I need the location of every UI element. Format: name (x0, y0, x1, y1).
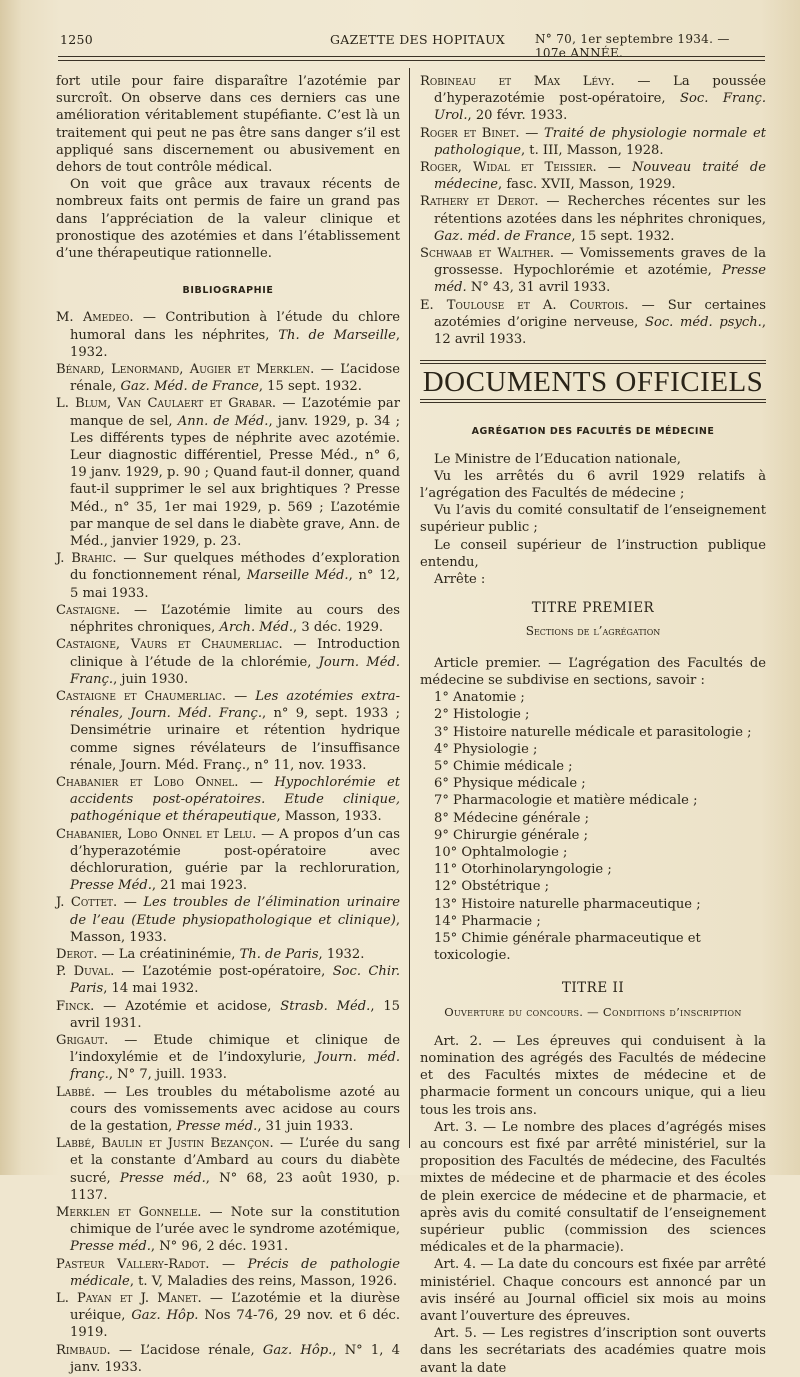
reference-source: Gaz. Hôp. (262, 1342, 333, 1358)
bibliography-entry (56, 361, 400, 395)
reference-authors: Castaigne. (56, 602, 121, 618)
bibliography-entry (56, 1135, 400, 1204)
section-item: 8° Médecine générale ; (434, 810, 590, 826)
reference-source: Gaz. méd. de France (434, 228, 572, 244)
section-heading: AGRÉGATION DES FACULTÉS DE MÉDECINE (471, 426, 715, 438)
bibliography-entry (56, 963, 400, 997)
reference-details: , 20 févr. 1933. (467, 108, 568, 124)
reference-source: Marseille Méd. (246, 568, 349, 584)
reference-authors: P. Duval. (56, 964, 115, 980)
bibliography-entry (56, 395, 400, 550)
reference-source: Presse méd. (119, 1170, 206, 1186)
reference-text: — L’acidose rénale, (110, 1342, 263, 1358)
reference-authors: J. Cottet. (56, 895, 118, 911)
titre-ii-heading: TITRE II (561, 980, 625, 997)
reference-source: Th. de Marseille (278, 327, 396, 343)
bibliography-entry (420, 73, 766, 125)
article-premier: Article premier. — L’agrégation des Facultés de médecine se subdivise en sections, savoir : (420, 655, 766, 688)
reference-authors: Rathery et Derot. (420, 194, 539, 210)
reference-text: — Introduction clinique à l’étude de la chlorémie, (70, 637, 401, 670)
article-paragraph: Art. 4. — La date du concours est fixée par arrêté ministériel. Chaque concours est annoncé par un avis inséré au Journal officiel six mois au moins avant l’ouverture des épreuves. (420, 1257, 766, 1324)
bibliography-heading: BIBLIOGRAPHIE (182, 285, 274, 297)
reference-text: — Azotémie et acidose, (94, 998, 281, 1014)
section-item: 2° Histologie ; (434, 707, 530, 723)
reference-source: Soc. Franç. Urol. (434, 91, 767, 124)
reference-details: , janv. 1929, p. 34 ; Les différents types de néphrite avec azotémie. Leur diagnostic différentiel, Presse Méd., n° 6, 19 janv. 1929, p. 90 ; Quand faut-il donner, quand faut-il supprimer le sel aux brightiques ? Presse Méd., n° 35, 1er mai 1929, p. 569 ; L’azotémie par manque de sel dans le diabète grave, Ann. de Méd., janvier 1929, p. 23. (70, 413, 400, 550)
bibliography-entry (56, 1204, 400, 1256)
reference-authors: Castaigne, Vaurs et Chaumerliac. (56, 637, 283, 653)
column-divider (409, 68, 410, 1148)
reference-source: Gaz. Méd. de France (120, 379, 259, 395)
bibliography-entry (56, 1256, 400, 1290)
reference-authors: M. Amedeo. (56, 310, 134, 326)
reference-text: — L’acidose rénale, (70, 362, 400, 395)
reference-authors: Chabanier et Lobo Onnel. (56, 774, 239, 790)
bibliography-entry (56, 774, 400, 826)
reference-text: — (209, 1256, 248, 1272)
section-item: 12° Obstétrique ; (434, 879, 550, 895)
reference-details: , 15 avril 1931. (70, 998, 400, 1031)
bibliography-entry (420, 297, 766, 349)
intro-paragraph-1: fort utile pour faire disparaître l’azotémie par surcroît. On observe dans ces derniers cas une amélioration véritablement stupéfiante. C’est là un traitement qui peut ne pas être sans danger s’il est appliqué sans discernement ou abusivement en dehors de tout contrôle médical. (56, 74, 400, 176)
decree-preamble (420, 451, 766, 589)
bibliography-entry (56, 688, 400, 774)
bibliography-entry (420, 125, 766, 159)
reference-authors: Grigaut. (56, 1032, 109, 1048)
reference-source: Th. de Paris (239, 946, 319, 962)
titre-ii-subheading: Ouverture du concours. — Conditions d’inscription (444, 1004, 742, 1019)
bibliography-entry (56, 550, 400, 602)
bibliography-entry (56, 894, 400, 946)
header-rule-thin (58, 60, 765, 61)
reference-source: Presse Méd. (70, 878, 152, 894)
reference-text: — Recherches récentes sur les rétentions azotées dans les néphrites chroniques, (434, 194, 766, 227)
bibliography-entry (420, 245, 766, 297)
reference-details: Nos 74-76, 29 nov. et 6 déc. 1919. (70, 1308, 400, 1341)
reference-authors: E. Toulouse et A. Courtois. (420, 297, 629, 313)
reference-details: , N° 96, 2 déc. 1931. (150, 1239, 289, 1255)
reference-details: , 1932. (318, 946, 365, 962)
reference-text: — L’azotémie par manque de sel, (70, 396, 400, 429)
documents-officiels-title: DOCUMENTS OFFICIELS (422, 366, 764, 399)
reference-source: Ann. de Méd. (177, 413, 269, 429)
reference-details: , 14 mai 1932. (103, 981, 199, 997)
bibliography-entry (56, 1032, 400, 1084)
reference-details: , t. III, Masson, 1928. (520, 142, 664, 158)
section-item: 5° Chimie médicale ; (434, 758, 573, 774)
reference-authors: J. Brahic. (56, 551, 117, 567)
reference-details: , 3 déc. 1929. (293, 620, 384, 636)
reference-details: , juin 1930. (113, 671, 189, 687)
bibliography-entry (420, 193, 766, 245)
reference-source: Soc. méd. psych. (644, 314, 762, 330)
reference-source: Presse méd. (70, 1239, 151, 1255)
reference-source: Hypochlorémie et accidents post-opératoires. Etude clinique, pathogénique et thérapeutique (70, 774, 401, 825)
reference-authors: L. Payan et J. Manet. (56, 1291, 202, 1307)
sections-list (420, 689, 766, 964)
right-column (420, 73, 766, 1377)
section-item: 9° Chirurgie générale ; (434, 827, 588, 843)
section-item: 6° Physique médicale ; (434, 776, 586, 792)
reference-source: Gaz. Hôp. (131, 1308, 199, 1324)
reference-authors: L. Blum, Van Caulaert et Grabar. (56, 396, 277, 412)
reference-text: — (519, 125, 544, 141)
reference-text: — Etude chimique et clinique de l’indoxylémie et de l’indoxylurie, (70, 1032, 400, 1066)
reference-details: , N° 1, 4 janv. 1933. (70, 1342, 400, 1375)
reference-source: Strasb. Méd. (280, 998, 371, 1014)
reference-text: — (596, 160, 632, 176)
reference-details: , Masson, 1933. (276, 809, 382, 825)
title-rules-top (420, 360, 766, 364)
reference-authors: Bénard, Lenormand, Augier et Merklen. (56, 362, 315, 378)
titre-premier-heading: TITRE PREMIER (531, 600, 655, 617)
bibliography-list-continued (420, 73, 766, 348)
reference-text: — L’urée du sang et la constante d’Ambard au cours du diabète sucré, (70, 1136, 400, 1186)
reference-details: , 15 sept. 1932. (258, 379, 362, 395)
reference-text: — La poussée d’hyperazotémie post-opératoire, (434, 74, 766, 107)
reference-text: — L’azotémie post-opératoire, (114, 964, 333, 980)
issue-info: N° 70, 1er septembre 1934. — 107e ANNÉE. (535, 32, 730, 60)
reference-details: , n° 12, 5 mai 1933. (70, 568, 400, 601)
reference-text: — (226, 688, 256, 704)
reference-details: , 12 avril 1933. (434, 314, 766, 348)
journal-title: GAZETTE DES HOPITAUX (330, 32, 506, 47)
bibliography-entry (56, 998, 400, 1032)
bibliography-entry (420, 159, 766, 193)
titre-premier-subheading: Sections de l’agrégation (525, 624, 661, 639)
bibliography-entry (56, 602, 400, 636)
reference-source: Presse méd. (434, 263, 766, 296)
section-item: 11° Otorhinolaryngologie ; (434, 862, 612, 878)
reference-source: Soc. Chir. Paris (70, 964, 401, 997)
reference-source: Journ. méd. franç. (70, 1050, 401, 1083)
reference-details: , fasc. XVII, Masson, 1929. (498, 177, 676, 193)
preamble-line: Vu les arrêtés du 6 avril 1929 relatifs à l’agrégation des Facultés de médecine ; (420, 468, 766, 502)
reference-text: — Note sur la constitution chimique de l’urée avec le syndrome azotémique, (70, 1205, 400, 1238)
reference-authors: Rimbaud. (56, 1342, 111, 1358)
reference-text: — Sur certaines azotémies d’origine nerveuse, (434, 297, 766, 330)
reference-text: — L’azotémie et la diurèse uréique, (70, 1291, 400, 1324)
section-item: 1° Anatomie ; (434, 690, 525, 706)
reference-authors: Chabanier, Lobo Onnel et Lelu. (56, 826, 257, 842)
section-item: 14° Pharmacie ; (434, 913, 541, 929)
bibliography-entry (56, 1084, 400, 1136)
reference-details: , 31 juin 1933. (257, 1118, 354, 1134)
preamble-line: Le Ministre de l’Education nationale, (434, 451, 681, 467)
reference-authors: Schwaab et Walther. (420, 246, 555, 262)
reference-text: — Vomissements graves de la grossesse. Hypochlorémie et azotémie, (434, 246, 766, 279)
reference-authors: Roger et Binet. (420, 125, 520, 141)
reference-text: — L’azotémie limite au cours des néphrites chroniques, (70, 602, 400, 636)
preamble-line: Le conseil supérieur de l’instruction publique entendu, (420, 537, 766, 570)
reference-text: — Sur quelques méthodes d’exploration du fonctionnement rénal, (70, 551, 400, 584)
reference-text: — Contribution à l’étude du chlore humoral dans les néphrites, (70, 310, 400, 343)
reference-source: Précis de pathologie médicale (70, 1256, 400, 1289)
reference-authors: Labbé, Baulin et Justin Bezançon. (56, 1136, 274, 1152)
reference-authors: Roger, Widal et Teissier. (420, 160, 597, 176)
articles-list (420, 1033, 766, 1377)
article-paragraph: Art. 5. — Les registres d’inscription sont ouverts dans les secrétariats des académies quatre mois avant la date (420, 1326, 766, 1376)
reference-text: — (117, 895, 144, 911)
header-rule (58, 56, 765, 57)
section-item: 13° Histoire naturelle pharmaceutique ; (434, 896, 701, 912)
section-item: 3° Histoire naturelle médicale et parasitologie ; (434, 724, 752, 740)
bibliography-list (56, 309, 400, 1376)
reference-source: Journ. Méd. Franç. (70, 654, 400, 687)
section-item: 15° Chimie générale pharmaceutique et toxicologie. (434, 930, 701, 964)
reference-text: — La créatininémie, (97, 946, 240, 962)
reference-source: Arch. Méd. (219, 620, 293, 636)
bibliography-entry (56, 946, 400, 963)
running-header (60, 32, 760, 60)
reference-authors: Merklen et Gonnelle. (56, 1205, 202, 1220)
intro-paragraph-2: On voit que grâce aux travaux récents de nombreux faits ont permis de faire un grand pas dans l’appréciation de la valeur clinique et pronostique des azotémies et dans l’établissement d’une thérapeutique rationnelle. (56, 177, 400, 262)
reference-details: , N° 7, juill. 1933. (108, 1067, 227, 1083)
bibliography-entry (56, 1290, 400, 1342)
bibliography-entry (56, 636, 400, 688)
reference-authors: Pasteur Vallery-Radot. (56, 1256, 210, 1272)
section-item: 10° Ophtalmologie ; (434, 844, 568, 860)
section-item: 7° Pharmacologie et matière médicale ; (434, 793, 698, 809)
title-rules-bottom (420, 399, 766, 403)
section-item: 4° Physiologie ; (434, 741, 538, 757)
reference-source: Les troubles de l’élimination urinaire de l’eau (Etude physiopathologique et clinique) (70, 895, 400, 928)
preamble-line: Arrête : (434, 572, 486, 588)
reference-source: Presse méd. (176, 1118, 258, 1134)
reference-details: , n° 9, sept. 1933 ; Densimétrie urinaire et rétention hydrique comme signes révélateurs de l’insuffisance rénale, Journ. Méd. Franç., n° 11, nov. 1933. (70, 706, 400, 773)
reference-details: , t. V, Maladies des reins, Masson, 1926. (129, 1273, 398, 1289)
bibliography-entry (56, 1342, 400, 1376)
reference-details: , 15 sept. 1932. (571, 228, 675, 244)
reference-authors: Derot. (56, 946, 98, 962)
reference-authors: Castaigne et Chaumerliac. (56, 688, 227, 704)
reference-authors: Robineau et Max Lévy. (420, 74, 615, 89)
reference-details: , N° 68, 23 août 1930, p. 1137. (70, 1170, 400, 1203)
reference-details: , Masson, 1933. (70, 912, 400, 945)
reference-source: Traité de physiologie normale et pathologique (434, 125, 766, 158)
reference-authors: Labbé. (56, 1084, 96, 1100)
article-paragraph: Art. 3. — Le nombre des places d’agrégés mises au concours est fixé par arrêté ministériel, sur la proposition des Facultés de médecine, des Facultés mixtes de médecine et de pharmacie et des écoles de plein exercice de médecine et de pharmacie, et après avis du comité consultatif de l’enseignement supérieur public (commission des sciences médicales et de la pharmacie). (420, 1119, 766, 1256)
bibliography-entry (56, 826, 400, 895)
reference-details: , 1932. (70, 327, 400, 360)
reference-details: , 21 mai 1923. (151, 878, 248, 894)
left-column (56, 73, 400, 1376)
reference-text: — (238, 774, 275, 790)
reference-source: Nouveau traité de médecine (434, 160, 767, 193)
reference-details: N° 43, 31 avril 1933. (466, 280, 611, 296)
reference-text: — A propos d’un cas d’hyperazotémie post-opératoire avec déchloruration, guérie par la rechloruration, (70, 826, 401, 876)
bibliography-entry (56, 309, 400, 361)
preamble-line: Vu l’avis du comité consultatif de l’enseignement supérieur public ; (420, 503, 766, 536)
page-number: 1250 (60, 32, 94, 47)
article-paragraph: Art. 2. — Les épreuves qui conduisent à la nomination des agrégés des Facultés de médecine et des Facultés mixtes de médecine et de pharmacie forment un concours unique, qui a lieu tous les trois ans. (420, 1033, 766, 1118)
reference-text: — Les troubles du métabolisme azoté au cours des vomissements avec acidose au cours de la gestation, (70, 1084, 400, 1134)
reference-authors: Finck. (56, 998, 95, 1014)
reference-source: Les azotémies extra-rénales, Journ. Méd. Franç. (70, 688, 400, 722)
